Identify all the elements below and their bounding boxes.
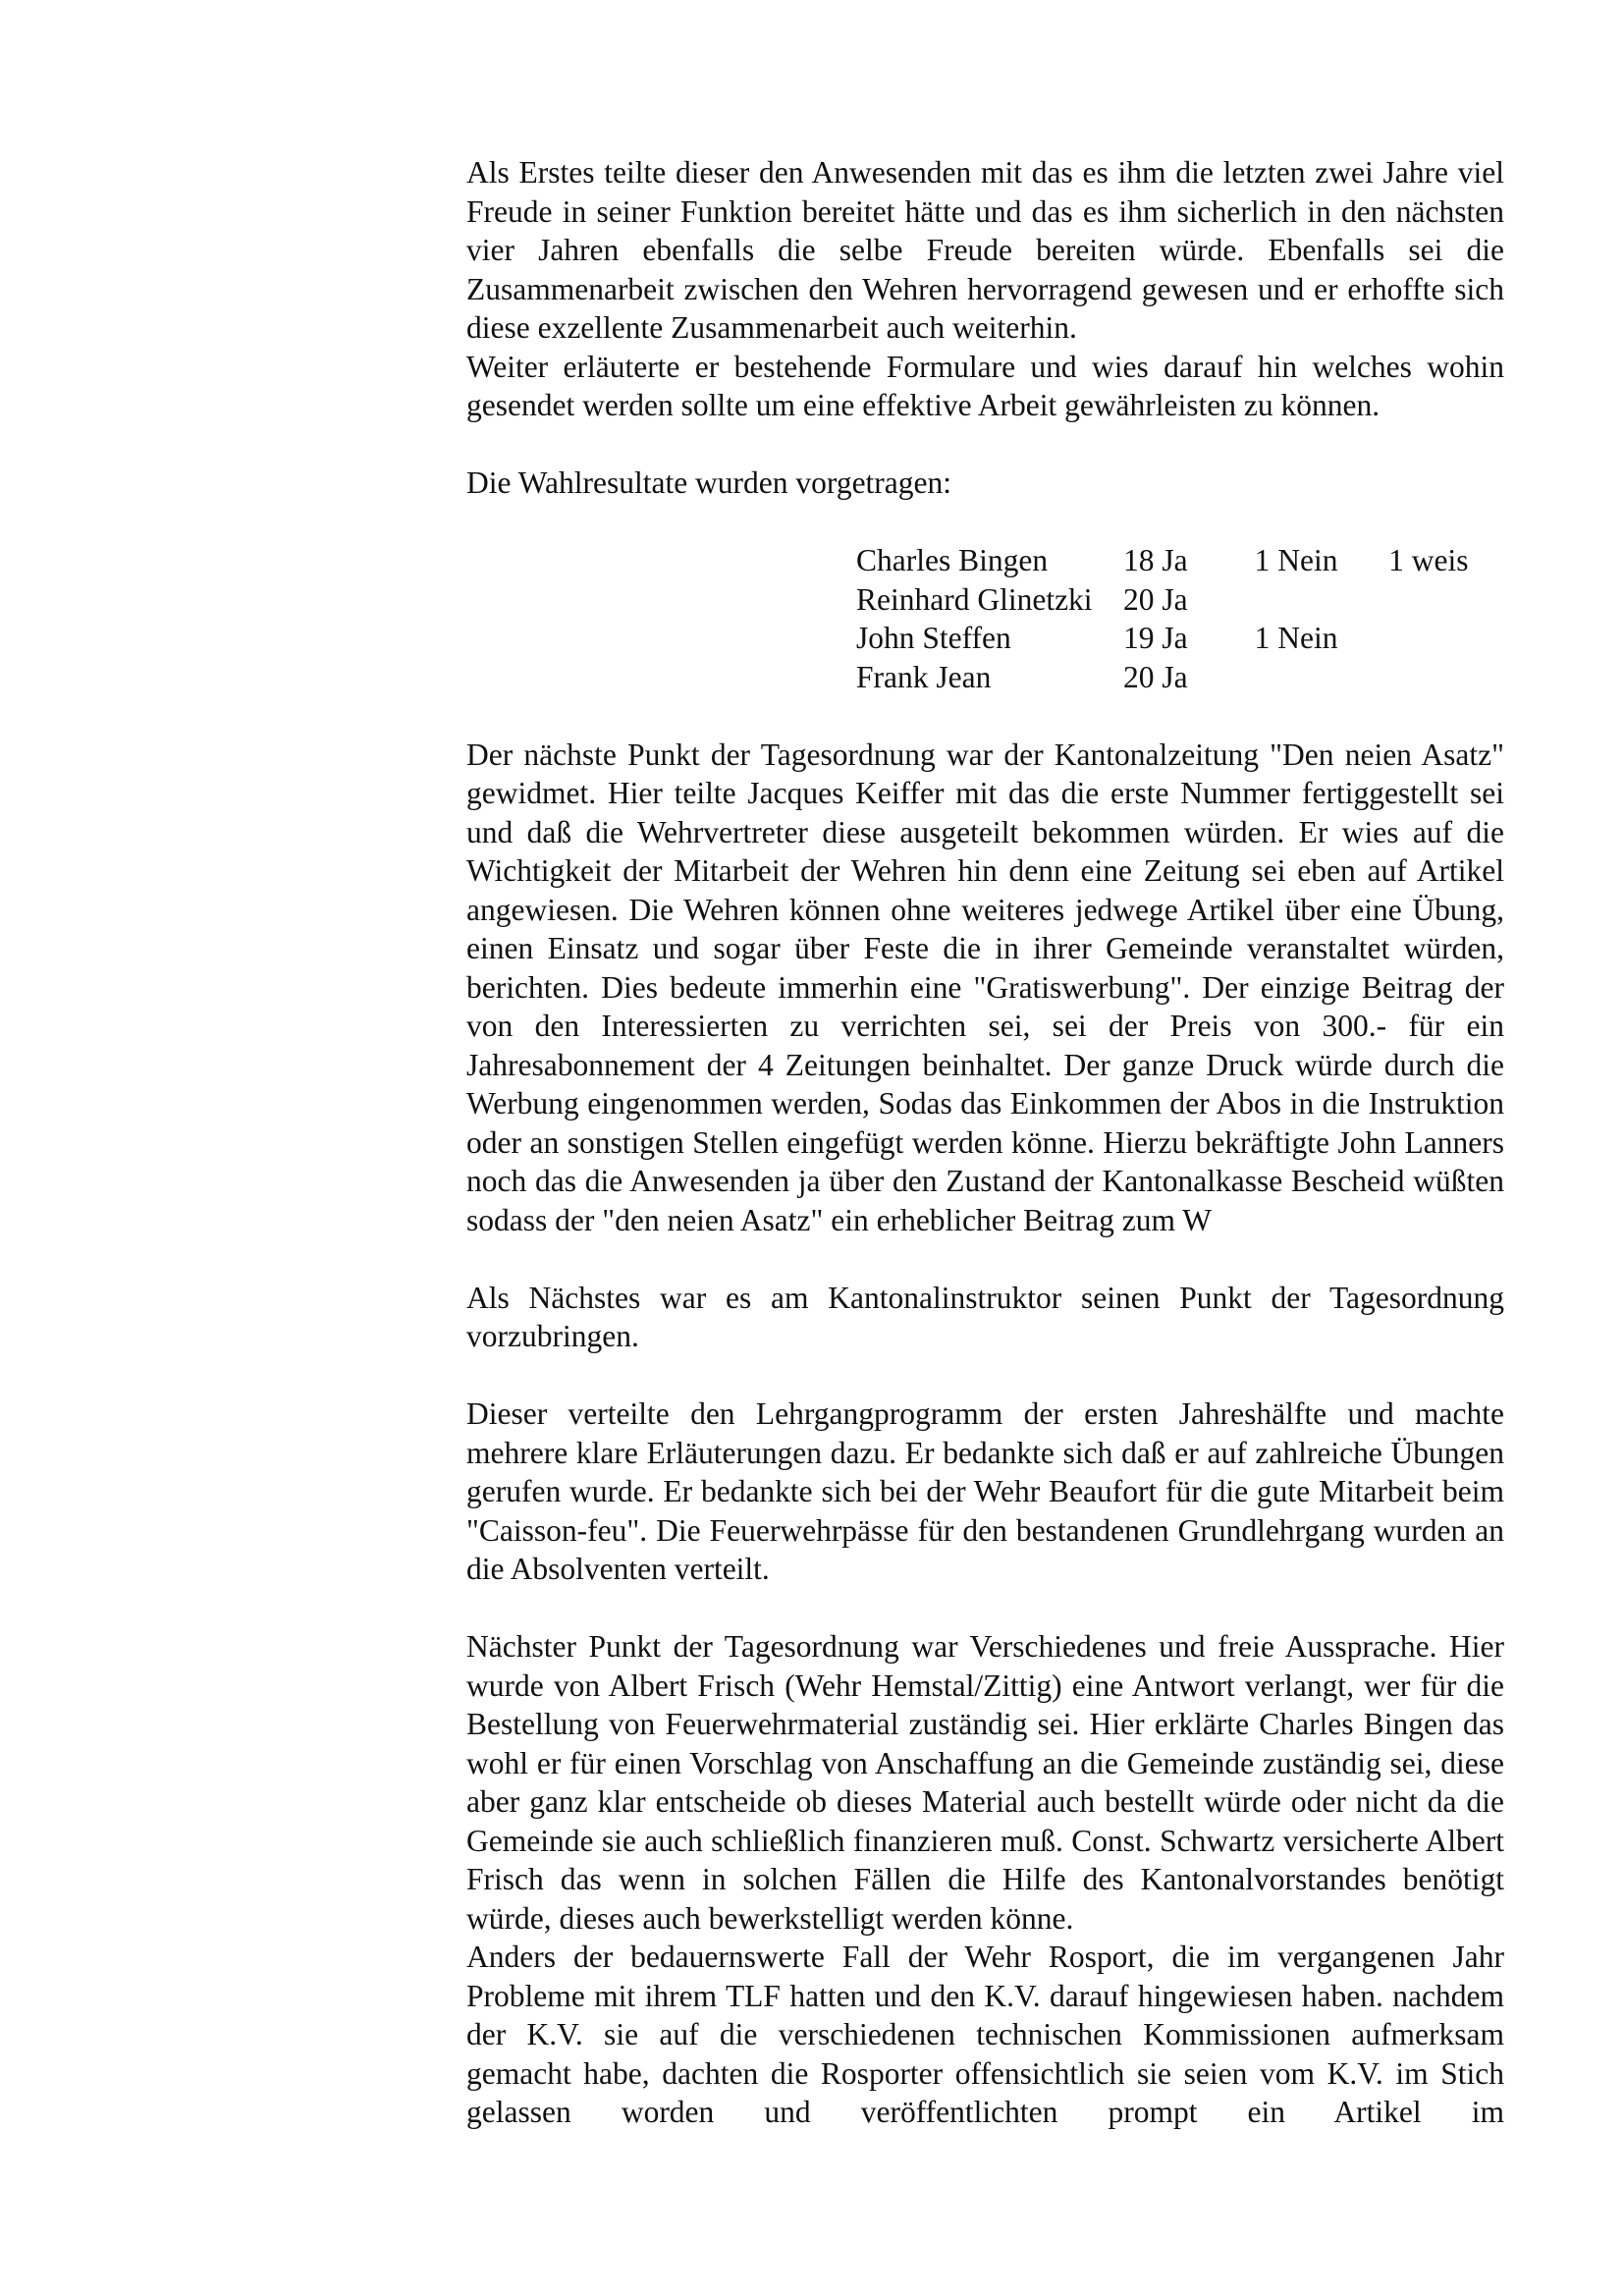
result-row	[856, 658, 1504, 697]
result-row	[856, 619, 1504, 658]
votes-no: 1 Nein	[1254, 543, 1338, 577]
candidate-name: John Steffen	[856, 621, 1011, 655]
votes-yes: 20 Ja	[1123, 581, 1188, 617]
votes-yes: 19 Ja	[1123, 621, 1188, 655]
votes-blank: 1 weis	[1388, 543, 1469, 577]
paragraph-forms: Weiter erläuterte er bestehende Formulare und wies darauf hin welches wohin gesendet werden sollte um eine effektive Arbeit gewährleisten zu können.	[466, 349, 1504, 422]
candidate-name: Charles Bingen	[856, 543, 1049, 577]
paragraph-miscellaneous: Nächster Punkt der Tagesordnung war Verschiedenes und freie Aussprache. Hier wurde von Albert Frisch (Wehr Hemstal/Zittig) eine Antwort verlangt, wer für die Bestellung von Feuerwehrmaterial zuständig sei. Hier erklärte Charles Bingen das wohl er für einen Vorschlag von Anschaffung an die Gemeinde zuständig sei, diese aber ganz klar entscheide ob dieses Material auch bestellt würde oder nicht da die Gemeinde sie auch schließlich finanzieren muß. Const. Schwartz versicherte Albert Frisch das wenn in solchen Fällen die Hilfe des Kantonalvorstandes benötigt würde, dieses auch bewerkstelligt werden könne.	[466, 1629, 1504, 1936]
votes-blank	[1388, 619, 1504, 658]
votes-no	[1255, 658, 1389, 697]
document-page	[466, 153, 1504, 2132]
candidate-name: Frank Jean	[856, 659, 992, 694]
candidate-name: Reinhard Glinetzki	[856, 581, 1093, 617]
paragraph-training-program: Dieser verteilte den Lehrgangprogramm der ersten Jahreshälfte und machte mehrere klare Erläuterungen dazu. Er bedankte sich daß er auf zahlreiche Übungen gerufen wurde. Er bedankte sich bei der Wehr Beaufort für die gute Mitarbeit beim "Caisson-feu". Die Feuerwehrpässe für den bestandenen Grundlehrgang wurden an die Absolventen verteilt.	[466, 1396, 1504, 1586]
paragraph-rosport-case: Anders der bedauernswerte Fall der Wehr Rosport, die im vergangenen Jahr Probleme mit ihrem TLF hatten und den K.V. darauf hingewiesen haben. nachdem der K.V. sie auf die verschiedenen technischen Kommissionen aufmerksam gemacht habe, dachten die Rosporter offensichtlich sie seien vom K.V. im Stich gelassen worden und veröffentlichten prompt ein Artikel im	[466, 1940, 1504, 2129]
paragraph-instructor-intro: Als Nächstes war es am Kantonalinstruktor seinen Punkt der Tagesordnung vorzubringen.	[466, 1280, 1504, 1353]
paragraph-chairman-statement: Als Erstes teilte dieser den Anwesenden mit das es ihm die letzten zwei Jahre viel Freude in seiner Funktion bereitet hätte und das es ihm sicherlich in den nächsten vier Jahren ebenfalls die selbe Freude bereiten würde. Ebenfalls sei die Zusammenarbeit zwischen den Wehren hervorragend gewesen und er erhoffte sich diese exzellente Zusammenarbeit auch weiterhin.	[466, 155, 1504, 345]
election-results-table	[856, 541, 1504, 696]
result-row	[856, 541, 1504, 580]
votes-blank	[1388, 658, 1504, 697]
votes-yes: 20 Ja	[1123, 659, 1188, 694]
result-row	[856, 580, 1504, 620]
paragraph-newspaper: Der nächste Punkt der Tagesordnung war der Kantonalzeitung "Den neien Asatz" gewidmet. Hier teilte Jacques Keiffer mit das die erste Nummer fertiggestellt sei und daß die Wehrvertreter diese ausgeteilt bekommen würden. Er wies auf die Wichtigkeit der Mitarbeit der Wehren hin denn eine Zeitung sei eben auf Artikel angewiesen. Die Wehren können ohne weiteres jedwege Artikel über eine Übung, einen Einsatz und sogar über Feste die in ihrer Gemeinde veranstaltet würden, berichten. Dies bedeute immerhin eine "Gratiswerbung". Der einzige Beitrag der von den Interessierten zu verrichten sei, sei der Preis von 300.- für ein Jahresabonnement der 4 Zeitungen beinhaltet. Der ganze Druck würde durch die Werbung eingenommen werden, Sodas das Einkommen der Abos in die Instruktion oder an sonstigen Stellen eingefügt werden könne. Hierzu bekräftigte John Lanners noch das die Anwesenden ja über den Zustand der Kantonalkasse Bescheid wüßten sodass der "den neien Asatz" ein erheblicher Beitrag zum W	[466, 737, 1504, 1237]
votes-blank	[1388, 580, 1504, 620]
votes-no	[1255, 580, 1389, 620]
paragraph-election-intro: Die Wahlresultate wurden vorgetragen:	[466, 465, 952, 500]
votes-yes: 18 Ja	[1123, 543, 1188, 577]
votes-no: 1 Nein	[1254, 621, 1338, 655]
